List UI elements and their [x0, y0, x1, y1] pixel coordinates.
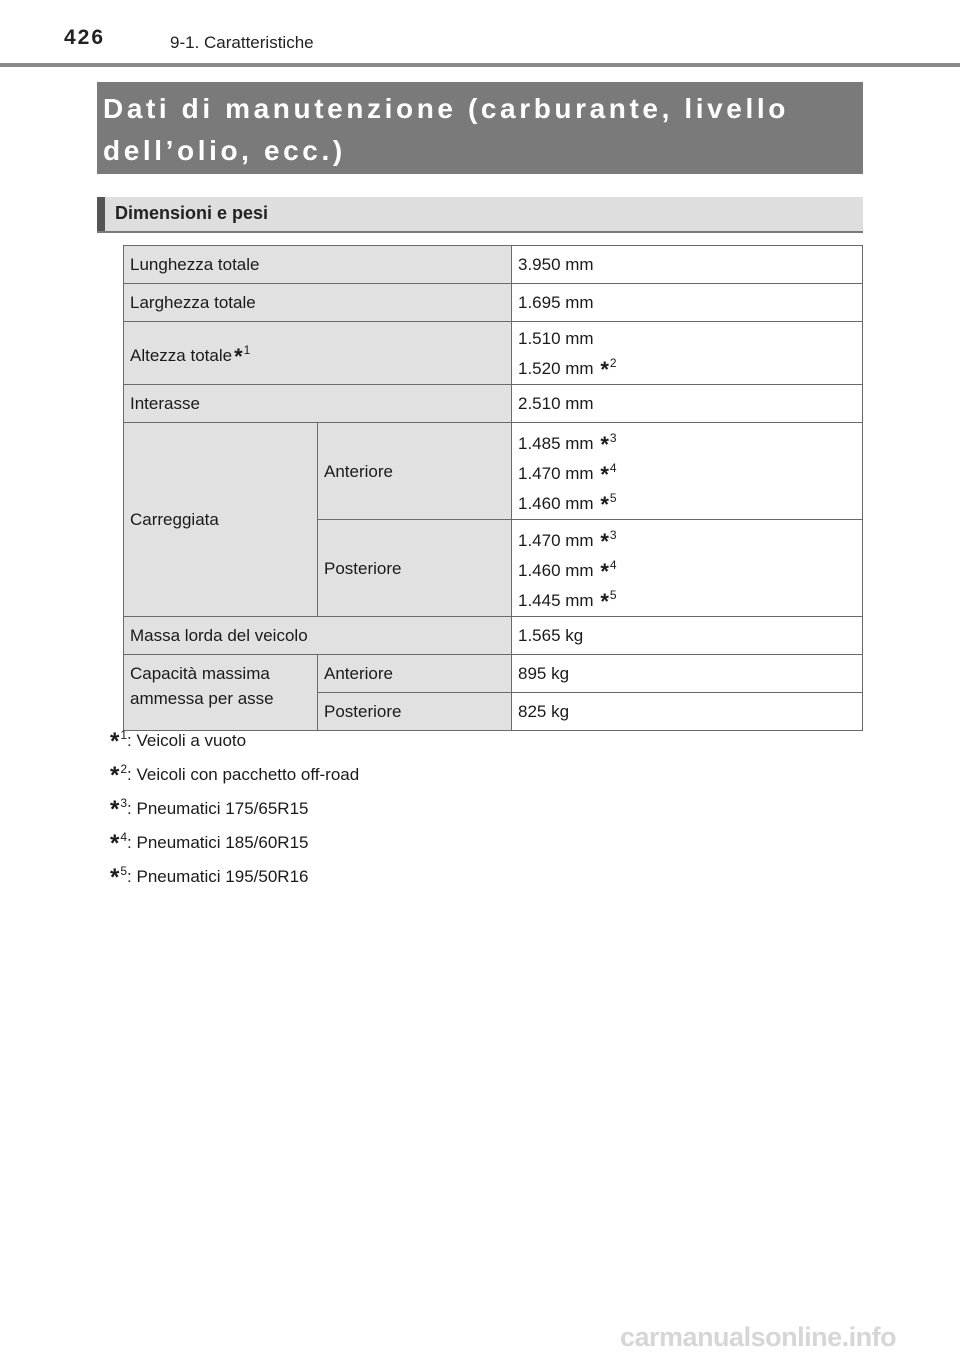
subsection-title: Dimensioni e pesi: [115, 203, 269, 223]
row-label: [124, 322, 512, 385]
value-text: 1.445 mm: [518, 591, 594, 610]
value-line: [518, 523, 856, 553]
table-row: [124, 617, 863, 655]
footnote: [110, 788, 359, 822]
title-box: [97, 82, 863, 174]
row-value: 1.695 mm: [512, 284, 863, 322]
footnote-star: *: [110, 762, 120, 789]
footnote-ref: 5: [609, 491, 617, 505]
specs-table: [123, 245, 863, 731]
table-row: [124, 655, 863, 693]
footnote-text: : Veicoli con pacchetto off-road: [127, 765, 360, 784]
footnote-number: 5: [120, 864, 128, 878]
value-text: 1.470 mm: [518, 531, 594, 550]
footnote-number: 4: [120, 830, 128, 844]
footnote-star: *: [600, 462, 609, 487]
row-sublabel: Posteriore: [318, 693, 512, 731]
footnote-star: *: [600, 559, 609, 584]
footnote-ref: 4: [609, 558, 617, 572]
value-line: 1.510 mm: [518, 328, 594, 348]
footnote-text: : Pneumatici 195/50R16: [127, 867, 309, 886]
footnote: [110, 754, 359, 788]
row-label: Capacità massima ammessa per asse: [124, 655, 318, 731]
footnote-star: *: [110, 830, 120, 857]
footnote-star: *: [600, 432, 609, 457]
value-line: [518, 426, 856, 456]
footnote-star: *: [600, 529, 609, 554]
footnote-star: *: [600, 492, 609, 517]
row-sublabel: Anteriore: [318, 655, 512, 693]
value-line: [518, 486, 856, 516]
value-text: 1.460 mm: [518, 494, 594, 513]
table-row: [124, 284, 863, 322]
footnote-star: *: [110, 728, 120, 755]
row-label: Carreggiata: [124, 423, 318, 617]
page-number: 426: [64, 26, 106, 49]
value-line: [518, 583, 856, 613]
footnote-ref: 5: [609, 588, 617, 602]
footnote-ref: 3: [609, 528, 617, 542]
value-line: [518, 553, 856, 583]
subsection-header: [97, 197, 863, 233]
value-text: 1.520 mm: [518, 358, 594, 378]
footnote-star: *: [110, 864, 120, 891]
value-text: 1.485 mm: [518, 434, 594, 453]
footnote-ref: 1: [243, 343, 251, 357]
footnote: [110, 822, 359, 856]
footnote-star: *: [234, 344, 243, 369]
row-value: 3.950 mm: [512, 246, 863, 284]
table-row: [124, 423, 863, 520]
page-title: Dati di manutenzione (carburante, livello dell’olio, ecc.): [103, 93, 789, 166]
row-value: [512, 520, 863, 617]
section-label: 9-1. Caratteristiche: [170, 33, 314, 52]
value-line: [518, 456, 856, 486]
footnote: [110, 856, 359, 890]
table-row: [124, 385, 863, 423]
value-text: 1.470 mm: [518, 464, 594, 483]
label-text: Altezza totale: [130, 346, 233, 365]
footnote-star: *: [600, 589, 609, 614]
footnote-ref: 2: [609, 355, 617, 370]
row-value: 1.565 kg: [512, 617, 863, 655]
value-line: [518, 351, 856, 381]
footnote-ref: 4: [609, 461, 617, 475]
value-text: 1.460 mm: [518, 561, 594, 580]
row-label: Interasse: [124, 385, 512, 423]
footnotes: [110, 720, 359, 890]
footnote-number: 3: [120, 796, 128, 810]
footnote-number: 1: [120, 728, 128, 742]
row-value: 895 kg: [512, 655, 863, 693]
row-value: [512, 423, 863, 520]
row-label: Larghezza totale: [124, 284, 512, 322]
row-sublabel: Posteriore: [318, 520, 512, 617]
footnote-number: 2: [120, 762, 128, 776]
footnote-star: *: [110, 796, 120, 823]
table-row: [124, 322, 863, 385]
header-rule: [0, 63, 960, 67]
footnote-text: : Pneumatici 175/65R15: [127, 799, 309, 818]
row-sublabel: Anteriore: [318, 423, 512, 520]
footnote-ref: 3: [609, 431, 617, 445]
row-value: 825 kg: [512, 693, 863, 731]
footnote: [110, 720, 359, 754]
subsection-marker: [97, 197, 105, 231]
row-label: Lunghezza totale: [124, 246, 512, 284]
row-value: [512, 322, 863, 385]
footnote-text: : Pneumatici 185/60R15: [127, 833, 309, 852]
footnote-star: *: [600, 356, 609, 382]
table-row: [124, 246, 863, 284]
watermark: carmanualsonline.info: [620, 1322, 897, 1352]
row-label: Massa lorda del veicolo: [124, 617, 512, 655]
row-value: 2.510 mm: [512, 385, 863, 423]
footnote-text: : Veicoli a vuoto: [127, 731, 247, 750]
